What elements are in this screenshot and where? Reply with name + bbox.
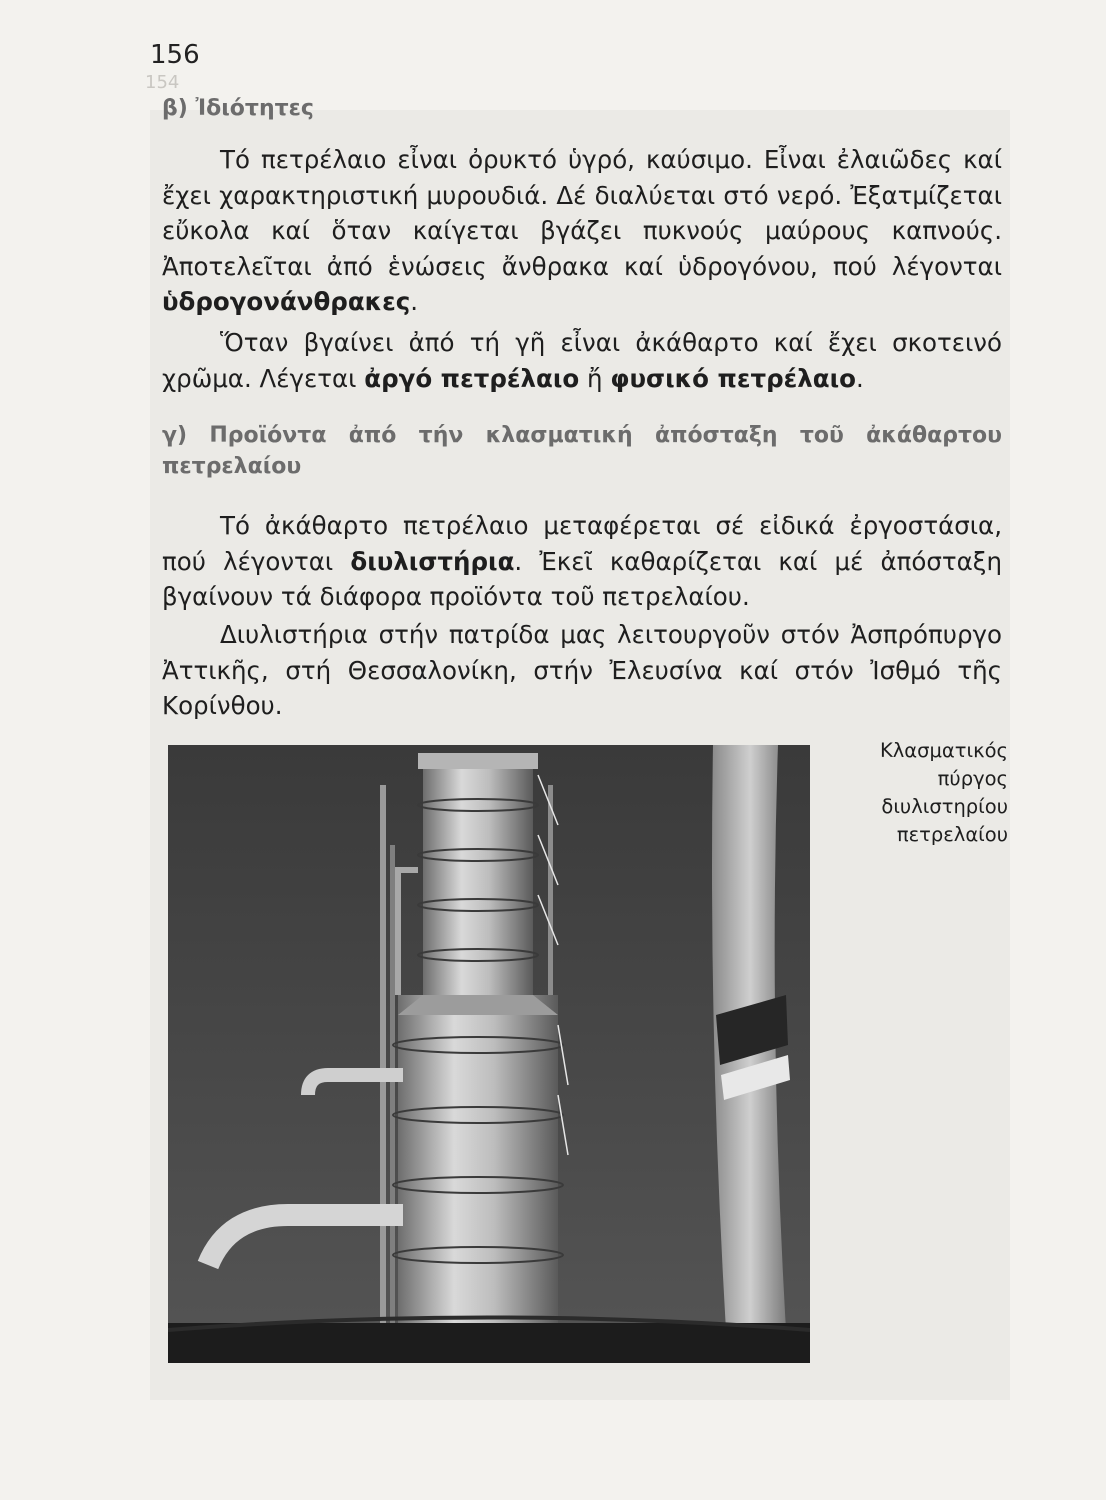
figure-caption: Κλασματικός πύργος διυλιστηρίου πετρελαίου bbox=[879, 739, 1008, 846]
section-heading-products: γ) Προϊόντα ἀπό τήν κλασματική ἀπόσταξη τοῦ ἀκάθαρτου πετρελαίου bbox=[162, 423, 1002, 479]
text-segment: . bbox=[856, 363, 864, 393]
text-segment: Τό ἀκάθαρτο πετρέλαιο μεταφέρεται σέ εἰδικά ἐργοστάσια, πού λέγονται bbox=[162, 511, 1002, 576]
text-segment: . Ἐκεῖ καθαρίζεται καί μέ ἀπόσταξη βγαίνουν τά διάφορα προϊόντα τοῦ πετρελαίου. bbox=[162, 546, 1002, 611]
text-segment: Διυλιστήρια στήν πατρίδα μας λειτουργοῦν στόν Ἀσπρόπυργο Ἀττικῆς, στή Θεσσαλονίκη, στήν Ἐλευσίνα καί στόν Ἰσθμό τῆς Κορίνθου. bbox=[162, 620, 1002, 720]
text-segment: Τό πετρέλαιο εἶναι ὀρυκτό ὑγρό, καύσιμο. Εἶναι ἐλαιῶδες καί ἔχει χαρακτηριστική μυρουδιά. Δέ διαλύεται στό νερό. Ἐξατμίζεται εὔκολα καί ὅταν καίγεται βγάζει πυκνούς μαύρους καπνούς. Ἀποτελεῖται ἀπό ἑνώσεις ἄνθρακα καί ὑδρογόνου, πού λέγονται bbox=[162, 145, 1002, 281]
paragraph-refineries-2 bbox=[162, 617, 1002, 724]
text-segment: . bbox=[410, 287, 419, 316]
photo-illustration bbox=[168, 745, 810, 1363]
term-crude-oil: ἀργό πετρέλαιο bbox=[364, 363, 580, 393]
page-number: 156 bbox=[150, 40, 200, 70]
bleed-through-page-number: 154 bbox=[145, 72, 180, 93]
fractionating-tower-photo bbox=[168, 745, 810, 1363]
paragraph-properties-1 bbox=[162, 142, 1002, 320]
paragraph-refineries-1 bbox=[162, 508, 1002, 615]
term-natural-oil: φυσικό πετρέλαιο bbox=[610, 363, 856, 393]
text-segment: ἤ bbox=[579, 363, 611, 393]
paragraph-properties-2 bbox=[162, 325, 1002, 396]
section-heading-properties: β) Ἰδιότητες bbox=[162, 96, 314, 121]
text-segment: Ὅταν βγαίνει ἀπό τή γῆ εἶναι ἀκάθαρτο καί ἔχει σκοτεινό χρῶμα. Λέγεται bbox=[162, 328, 1002, 393]
term-refineries: διυλιστήρια bbox=[350, 546, 515, 576]
term-hydrocarbons: ὑδρογονάνθρακες bbox=[162, 287, 411, 316]
